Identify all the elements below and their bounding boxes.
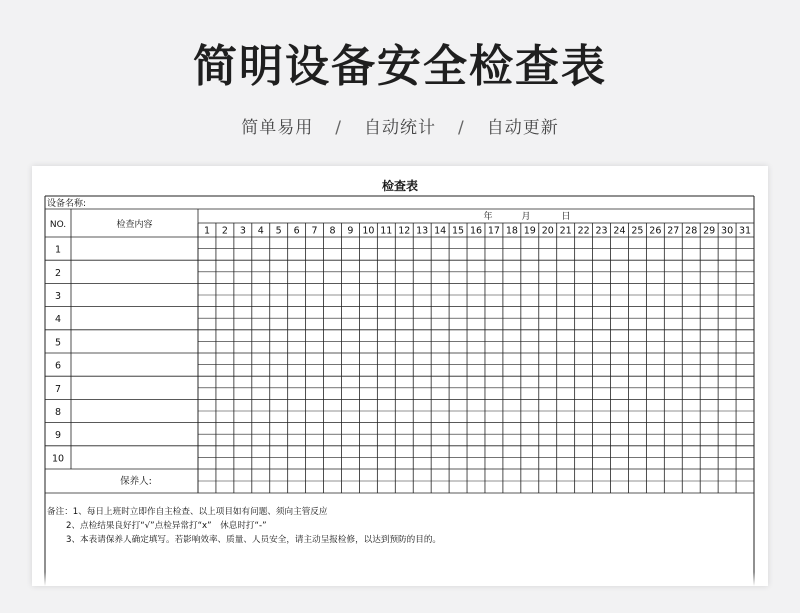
row-number: 3 [54, 291, 62, 302]
table-caption: 检查表 [381, 179, 419, 193]
day-number: 21 [559, 225, 572, 237]
row-number: 7 [54, 383, 62, 395]
row-number: 8 [54, 407, 62, 418]
page-title: 简明设备安全检查表 [193, 41, 607, 92]
check-sheet [32, 166, 768, 586]
subtitle [0, 113, 800, 138]
day-number: 12 [398, 225, 411, 237]
day-number: 17 [487, 225, 500, 237]
subtitle-item-easy: 简单易用 [241, 118, 314, 138]
check-table [32, 166, 768, 586]
day-number: 24 [613, 225, 626, 237]
row-number: 4 [54, 314, 62, 326]
row-number: 6 [54, 360, 62, 372]
day-number: 30 [721, 225, 734, 237]
subtitle-item-auto-stats: 自动统计 [364, 118, 436, 138]
day-number: 19 [523, 225, 536, 237]
day-number: 31 [738, 225, 752, 237]
day-number: 25 [631, 225, 644, 237]
separator: / [335, 118, 342, 138]
row-number: 9 [54, 430, 62, 442]
row-number: 2 [54, 267, 62, 279]
header-check-content: 检查内容 [116, 220, 153, 230]
device-name-label: 设备名称: [47, 199, 87, 209]
note-line-3: 3、本表请保养人确定填写。若影响效率、质量、人员安全，请主动呈报检修，以达到预防的目的。 [66, 535, 442, 545]
header-day: 日 [561, 212, 571, 222]
maintainer-label: 保养人: [120, 476, 152, 487]
day-number: 27 [667, 225, 680, 237]
day-number: 8 [329, 225, 336, 237]
day-number: 28 [685, 225, 698, 237]
day-number: 16 [469, 225, 483, 237]
row-number: 10 [51, 453, 65, 465]
day-number: 4 [257, 225, 264, 237]
subtitle-item-auto-update: 自动更新 [486, 118, 559, 138]
header-month: 月 [521, 212, 531, 222]
row-number: 1 [54, 244, 62, 256]
day-number: 6 [293, 225, 300, 237]
day-number: 14 [434, 225, 447, 237]
day-number: 22 [577, 225, 590, 237]
day-number: 26 [649, 225, 662, 237]
day-number: 13 [416, 225, 429, 237]
note-line-1: 备注：1、每日上班时立即作自主检查、以上项目如有问题、须向主管反应 [47, 507, 328, 517]
sheet-fade [32, 572, 768, 586]
day-number: 1 [203, 225, 210, 237]
day-number: 9 [347, 225, 354, 237]
day-number: 11 [380, 225, 393, 237]
day-number: 29 [703, 225, 716, 237]
day-number: 23 [595, 225, 608, 237]
row-number: 5 [54, 337, 62, 349]
day-number: 2 [221, 225, 228, 237]
day-number: 10 [362, 225, 375, 237]
header-no: NO. [49, 220, 67, 230]
day-number: 3 [239, 225, 246, 237]
day-number: 7 [311, 225, 318, 237]
note-line-2: 2、点检结果良好打“√”点检异常打“x” 休息时打“-” [66, 521, 267, 531]
day-number: 20 [541, 225, 554, 237]
header-year: 年 [483, 212, 493, 222]
day-number: 15 [452, 225, 465, 237]
separator: / [458, 118, 465, 138]
day-number: 5 [275, 225, 282, 237]
day-number: 18 [505, 225, 518, 237]
